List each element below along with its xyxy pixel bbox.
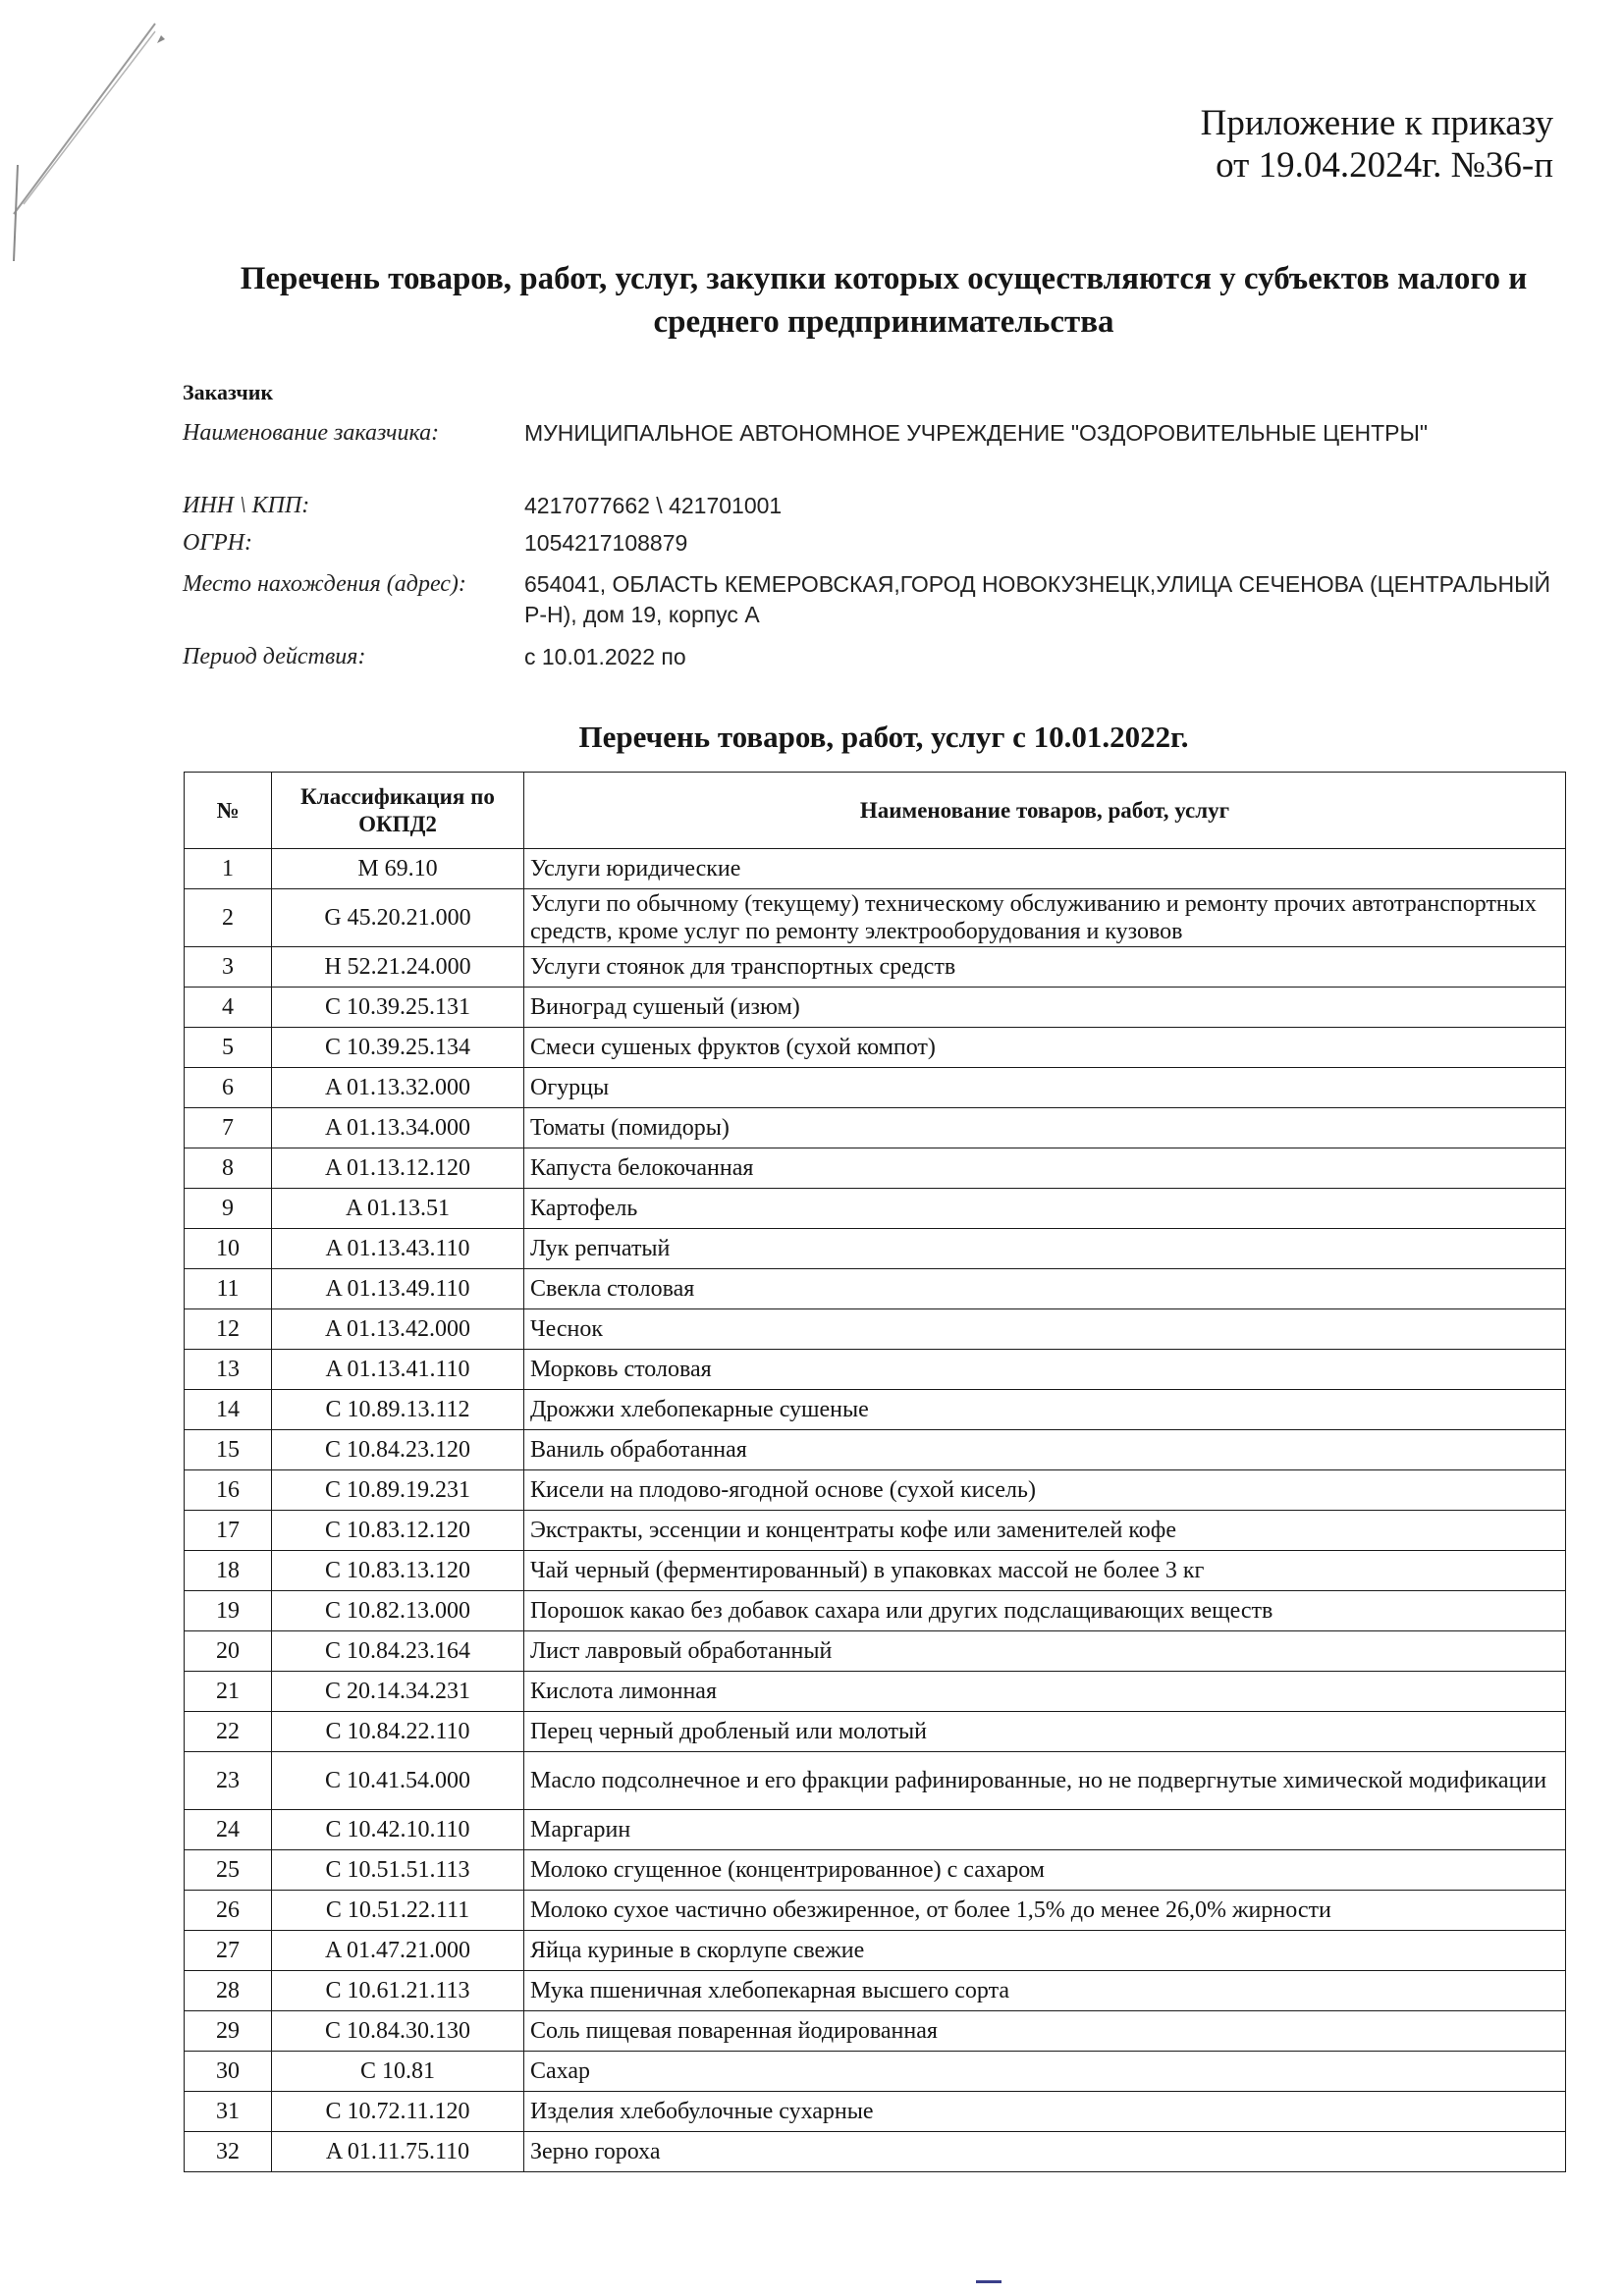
table-row: [185, 1028, 1566, 1068]
header-item-name: Наименование товаров, работ, услуг: [524, 773, 1566, 849]
customer-heading: Заказчик: [183, 380, 274, 404]
okpd2-code: G 45.20.21.000: [272, 889, 524, 947]
header-number: №: [185, 773, 272, 849]
okpd2-code: C 10.84.22.110: [272, 1712, 524, 1752]
row-number: 18: [185, 1551, 272, 1591]
okpd2-code: C 10.39.25.134: [272, 1028, 524, 1068]
table-row: [185, 1931, 1566, 1971]
table-row: [185, 849, 1566, 889]
table-row: [185, 1269, 1566, 1309]
item-name: Виноград сушеный (изюм): [524, 988, 1566, 1028]
inn-kpp-label: ИНН \ КПП:: [183, 493, 310, 518]
table-row: [185, 1511, 1566, 1551]
annex-reference: [1201, 102, 1553, 187]
customer-name-label: Наименование заказчика:: [183, 420, 440, 446]
item-name: Порошок какао без добавок сахара или других подслащивающих веществ: [524, 1591, 1566, 1631]
row-number: 22: [185, 1712, 272, 1752]
row-number: 15: [185, 1430, 272, 1470]
okpd2-code: C 20.14.34.231: [272, 1672, 524, 1712]
table-row: [185, 1971, 1566, 2011]
row-number: 6: [185, 1068, 272, 1108]
okpd2-code: C 10.51.51.113: [272, 1850, 524, 1891]
table-row: [185, 1591, 1566, 1631]
row-number: 12: [185, 1309, 272, 1350]
item-name: Соль пищевая поваренная йодированная: [524, 2011, 1566, 2052]
row-number: 2: [185, 889, 272, 947]
customer-name-value: МУНИЦИПАЛЬНОЕ АВТОНОМНОЕ УЧРЕЖДЕНИЕ "ОЗДОРОВИТЕЛЬНЫЕ ЦЕНТРЫ": [524, 420, 1429, 446]
row-number: 24: [185, 1810, 272, 1850]
scan-pen-stroke: [8, 18, 165, 263]
okpd2-code: C 10.83.12.120: [272, 1511, 524, 1551]
table-row: [185, 1551, 1566, 1591]
ogrn-label: ОГРН:: [183, 530, 252, 556]
okpd2-code: C 10.83.13.120: [272, 1551, 524, 1591]
table-row: [185, 1891, 1566, 1931]
row-number: 5: [185, 1028, 272, 1068]
item-name: Свекла столовая: [524, 1269, 1566, 1309]
item-name: Маргарин: [524, 1810, 1566, 1850]
okpd2-code: C 10.84.30.130: [272, 2011, 524, 2052]
row-number: 19: [185, 1591, 272, 1631]
list-title: Перечень товаров, работ, услуг с 10.01.2022г.: [578, 720, 1189, 754]
okpd2-code: A 01.13.34.000: [272, 1108, 524, 1148]
row-number: 27: [185, 1931, 272, 1971]
row-number: 31: [185, 2092, 272, 2132]
okpd2-code: A 01.13.12.120: [272, 1148, 524, 1189]
table-row: [185, 1712, 1566, 1752]
okpd2-code: A 01.13.41.110: [272, 1350, 524, 1390]
row-number: 10: [185, 1229, 272, 1269]
okpd2-code: C 10.84.23.120: [272, 1430, 524, 1470]
item-name: Лист лавровый обработанный: [524, 1631, 1566, 1672]
okpd2-code: C 10.39.25.131: [272, 988, 524, 1028]
item-name: Услуги юридические: [524, 849, 1566, 889]
row-number: 8: [185, 1148, 272, 1189]
okpd2-code: C 10.72.11.120: [272, 2092, 524, 2132]
okpd2-code: M 69.10: [272, 849, 524, 889]
table-row: [185, 1752, 1566, 1810]
item-name: Экстракты, эссенции и концентраты кофе или заменителей кофе: [524, 1511, 1566, 1551]
table-row: [185, 1470, 1566, 1511]
okpd2-code: C 10.61.21.113: [272, 1971, 524, 2011]
row-number: 7: [185, 1108, 272, 1148]
table-row: [185, 1430, 1566, 1470]
okpd2-code: C 10.41.54.000: [272, 1752, 524, 1810]
row-number: 26: [185, 1891, 272, 1931]
ogrn-value: 1054217108879: [524, 530, 688, 556]
table-row: [185, 2011, 1566, 2052]
period-value: с 10.01.2022 по: [524, 644, 686, 669]
item-name: Томаты (помидоры): [524, 1108, 1566, 1148]
table-row: [185, 2052, 1566, 2092]
table-row: [185, 988, 1566, 1028]
row-number: 16: [185, 1470, 272, 1511]
row-number: 23: [185, 1752, 272, 1810]
table-row: [185, 1631, 1566, 1672]
table-row: [185, 1309, 1566, 1350]
item-name: Ваниль обработанная: [524, 1430, 1566, 1470]
item-name: Лук репчатый: [524, 1229, 1566, 1269]
okpd2-code: A 01.13.49.110: [272, 1269, 524, 1309]
item-name: Морковь столовая: [524, 1350, 1566, 1390]
okpd2-code: C 10.82.13.000: [272, 1591, 524, 1631]
row-number: 3: [185, 947, 272, 988]
okpd2-code: A 01.47.21.000: [272, 1931, 524, 1971]
item-name: Капуста белокочанная: [524, 1148, 1566, 1189]
item-name: Огурцы: [524, 1068, 1566, 1108]
okpd2-code: C 10.89.13.112: [272, 1390, 524, 1430]
item-name: Мука пшеничная хлебопекарная высшего сорта: [524, 1971, 1566, 2011]
table-row: [185, 2132, 1566, 2172]
item-name: Смеси сушеных фруктов (сухой компот): [524, 1028, 1566, 1068]
table-row: [185, 1672, 1566, 1712]
item-name: Перец черный дробленый или молотый: [524, 1712, 1566, 1752]
table-row: [185, 2092, 1566, 2132]
item-name: Масло подсолнечное и его фракции рафинированные, но не подвергнутые химической модификации: [524, 1752, 1566, 1810]
row-number: 1: [185, 849, 272, 889]
row-number: 21: [185, 1672, 272, 1712]
row-number: 9: [185, 1189, 272, 1229]
items-table-body: [185, 849, 1566, 2172]
document-title: [196, 257, 1571, 344]
table-row: [185, 889, 1566, 947]
okpd2-code: A 01.13.42.000: [272, 1309, 524, 1350]
row-number: 11: [185, 1269, 272, 1309]
item-name: Яйца куриные в скорлупе свежие: [524, 1931, 1566, 1971]
table-header-row: [185, 773, 1566, 849]
table-row: [185, 947, 1566, 988]
row-number: 30: [185, 2052, 272, 2092]
item-name: Услуги по обычному (текущему) техническому обслуживанию и ремонту прочих автотранспортных средств, кроме услуг по ремонту электрооборудования и кузовов: [524, 889, 1566, 947]
table-row: [185, 1229, 1566, 1269]
items-table: [184, 772, 1566, 2172]
row-number: 4: [185, 988, 272, 1028]
table-row: [185, 1189, 1566, 1229]
scan-mark: [976, 2280, 1001, 2283]
annex-line-1: Приложение к приказу: [1200, 103, 1553, 143]
okpd2-code: C 10.51.22.111: [272, 1891, 524, 1931]
okpd2-code: C 10.42.10.110: [272, 1810, 524, 1850]
row-number: 29: [185, 2011, 272, 2052]
item-name: Кислота лимонная: [524, 1672, 1566, 1712]
okpd2-code: C 10.84.23.164: [272, 1631, 524, 1672]
okpd2-code: A 01.13.51: [272, 1189, 524, 1229]
period-label: Период действия:: [183, 644, 366, 669]
okpd2-code: C 10.81: [272, 2052, 524, 2092]
inn-kpp-value: 4217077662 \ 421701001: [524, 493, 783, 518]
item-name: Дрожжи хлебопекарные сушеные: [524, 1390, 1566, 1430]
row-number: 20: [185, 1631, 272, 1672]
okpd2-code: A 01.13.43.110: [272, 1229, 524, 1269]
row-number: 17: [185, 1511, 272, 1551]
table-row: [185, 1390, 1566, 1430]
document-title-line-1: Перечень товаров, работ, услуг, закупки которых осуществляются у субъектов малого и: [240, 261, 1528, 296]
row-number: 32: [185, 2132, 272, 2172]
address-value: 654041, ОБЛАСТЬ КЕМЕРОВСКАЯ,ГОРОД НОВОКУЗНЕЦК,УЛИЦА СЕЧЕНОВА (ЦЕНТРАЛЬНЫЙ Р-Н), дом 19, корпус А: [524, 571, 1550, 627]
row-number: 25: [185, 1850, 272, 1891]
okpd2-code: A 01.11.75.110: [272, 2132, 524, 2172]
table-row: [185, 1350, 1566, 1390]
item-name: Зерно гороха: [524, 2132, 1566, 2172]
table-row: [185, 1068, 1566, 1108]
item-name: Услуги стоянок для транспортных средств: [524, 947, 1566, 988]
item-name: Кисели на плодово-ягодной основе (сухой кисель): [524, 1470, 1566, 1511]
item-name: Изделия хлебобулочные сухарные: [524, 2092, 1566, 2132]
row-number: 13: [185, 1350, 272, 1390]
address-label: Место нахождения (адрес):: [183, 571, 466, 597]
item-name: Молоко сгущенное (концентрированное) с сахаром: [524, 1850, 1566, 1891]
table-row: [185, 1850, 1566, 1891]
item-name: Сахар: [524, 2052, 1566, 2092]
item-name: Чеснок: [524, 1309, 1566, 1350]
table-row: [185, 1148, 1566, 1189]
item-name: Молоко сухое частично обезжиренное, от более 1,5% до менее 26,0% жирности: [524, 1891, 1566, 1931]
row-number: 14: [185, 1390, 272, 1430]
table-row: [185, 1108, 1566, 1148]
document-title-line-2: среднего предпринимательства: [653, 304, 1114, 340]
table-row: [185, 1810, 1566, 1850]
okpd2-code: C 10.89.19.231: [272, 1470, 524, 1511]
okpd2-code: H 52.21.24.000: [272, 947, 524, 988]
okpd2-code: A 01.13.32.000: [272, 1068, 524, 1108]
annex-line-2: от 19.04.2024г. №36-п: [1216, 145, 1553, 186]
item-name: Чай черный (ферментированный) в упаковках массой не более 3 кг: [524, 1551, 1566, 1591]
row-number: 28: [185, 1971, 272, 2011]
header-classification: Классификация по ОКПД2: [272, 773, 524, 849]
item-name: Картофель: [524, 1189, 1566, 1229]
